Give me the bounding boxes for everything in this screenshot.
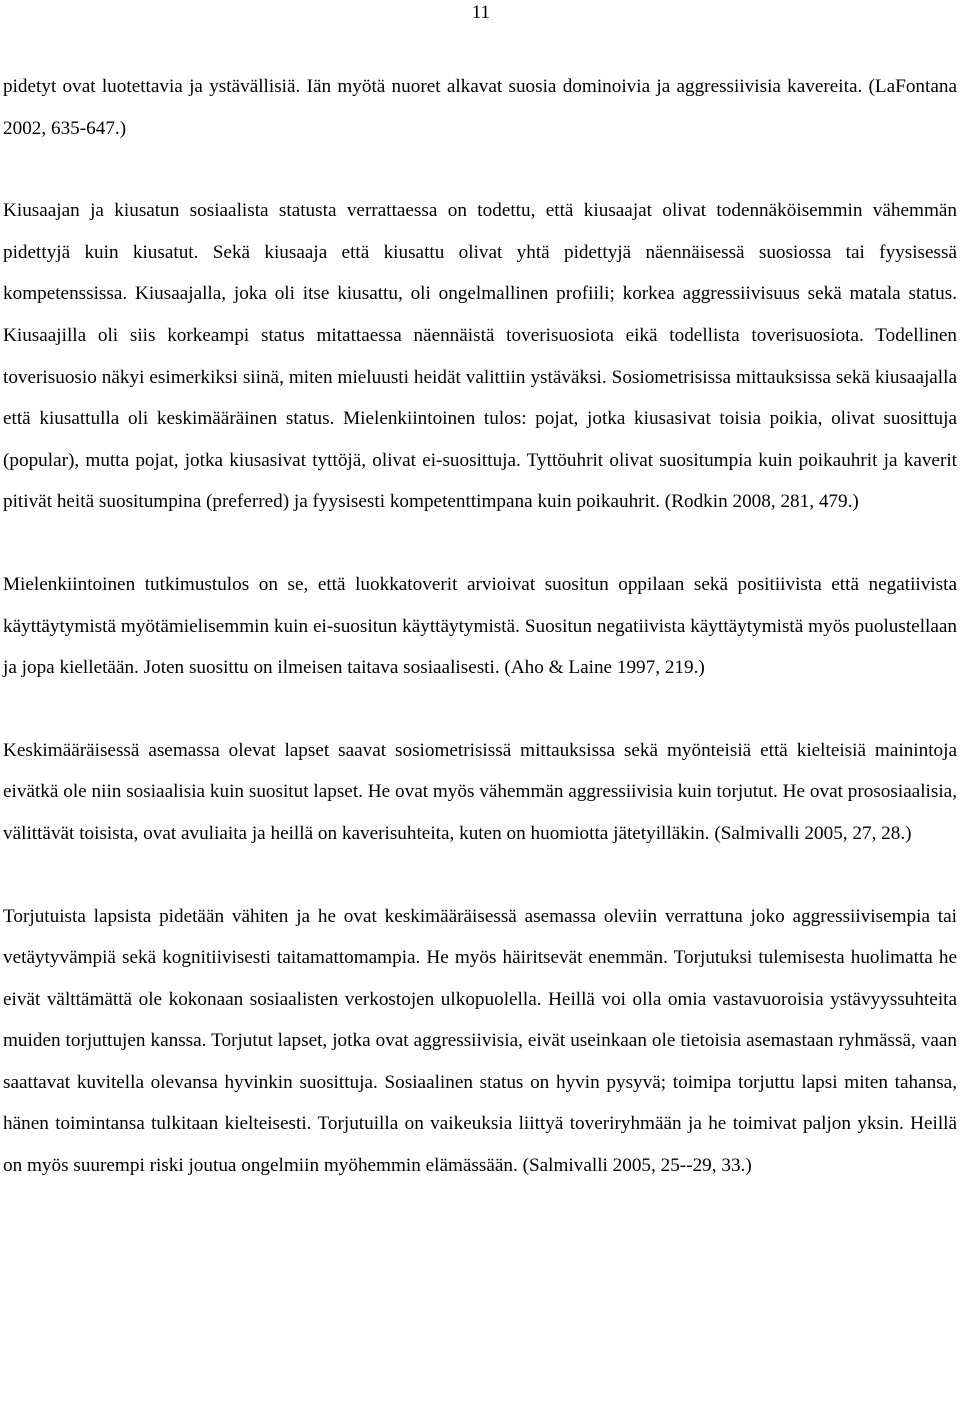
paragraph-continuation: pidetyt ovat luotettavia ja ystävällisiä. Iän myötä nuoret alkavat suosia dominoivia ja aggressiivisia kavereita. (LaFontana 2002, 635-647.) [3, 76, 957, 139]
page-number: 11 [471, 2, 490, 23]
paragraph-keskimaarainen-asema: Keskimääräisessä asemassa olevat lapset saavat sosiometrisissä mittauksissa sekä myönteisiä että kielteisiä mainintoja eivätkä ole niin sosiaalisia kuin suositut lapset. He ovat myös vähemmän aggressiivisia kuin torjutut. He ovat prososiaalisia, välittävät toisista, ovat avuliaita ja heillä on kaverisuhteita, kuten on huomiotta jätetyilläkin. (Salmivalli 2005, 27, 28.) [3, 739, 957, 844]
paragraph-torjutut: Torjutuista lapsista pidetään vähiten ja he ovat keskimääräisessä asemassa oleviin verrattuna joko aggressiivisempia tai vetäytyvämpiä sekä kognitiivisesti taitamattomampia. He myös häiritsevät enemmän. Torjutuksi tulemisesta huolimatta he eivät välttämättä ole kokonaan sosiaalisten verkostojen ulkopuolella. Heillä voi olla omia vastavuoroisia ystävyyssuhteita muiden torjuttujen kanssa. Torjutut lapset, jotka ovat aggressiivisia, eivät useinkaan ole tietoisia asemastaan ryhmässä, vaan saattavat kuvitella olevansa hyvinkin suosittuja. Sosiaalinen status on hyvin pysyvä; toimipa torjuttu lapsi miten tahansa, hänen toimintansa tulkitaan kielteisesti. Torjutuilla on vaikeuksia liittyä toveriryhmään ja he toimivat paljon yksin. Heillä on myös suurempi riski joutua ongelmiin myöhemmin elämässään. (Salmivalli 2005, 25--29, 33.) [3, 905, 957, 1177]
paragraph-kiusaajan-status: Kiusaajan ja kiusatun sosiaalista statusta verrattaessa on todettu, että kiusaajat olivat todennäköisemmin vähemmän pidettyjä kuin kiusatut. Sekä kiusaaja että kiusattu olivat yhtä pidettyjä näennäisessä suosiossa tai fyysisessä kompetenssissa. Kiusaajalla, joka oli itse kiusattu, oli ongelmallinen profiili; korkea aggressiivisuus sekä matala status. Kiusaajilla oli siis korkeampi status mitattaessa näennäistä toverisuosiota eikä todellista toverisuosiota. Todellinen toverisuosio näkyi esimerkiksi siinä, miten mieluusti heidät valittiin ystäväksi. Sosiometrisissa mittauksissa sekä kiusaajalla että kiusattulla oli keskimääräinen status. Mielenkiintoinen tulos: pojat, jotka kiusasivat toisia poikia, olivat suosittuja (popular), mutta pojat, jotka kiusasivat tyttöjä, olivat ei-suosittuja. Tyttöuhrit olivat suositumpia kuin poikauhrit ja kaverit pitivät heitä suositumpina (preferred) ja fyysisesti kompetenttimpana kuin poikauhrit. (Rodkin 2008, 281, 479.) [3, 200, 957, 513]
document-body [3, 66, 957, 1187]
paragraph-suositun-arviointi: Mielenkiintoinen tutkimustulos on se, että luokkatoverit arvioivat suositun oppilaan sekä positiivista että negatiivista käyttäytymistä myötämielisemmin kuin ei-suositun käyttäytymistä. Suositun negatiivista käyttäytymistä myös puolustellaan ja jopa kielletään. Joten suosittu on ilmeisen taitava sosiaalisesti. (Aho & Laine 1997, 219.) [3, 573, 957, 679]
